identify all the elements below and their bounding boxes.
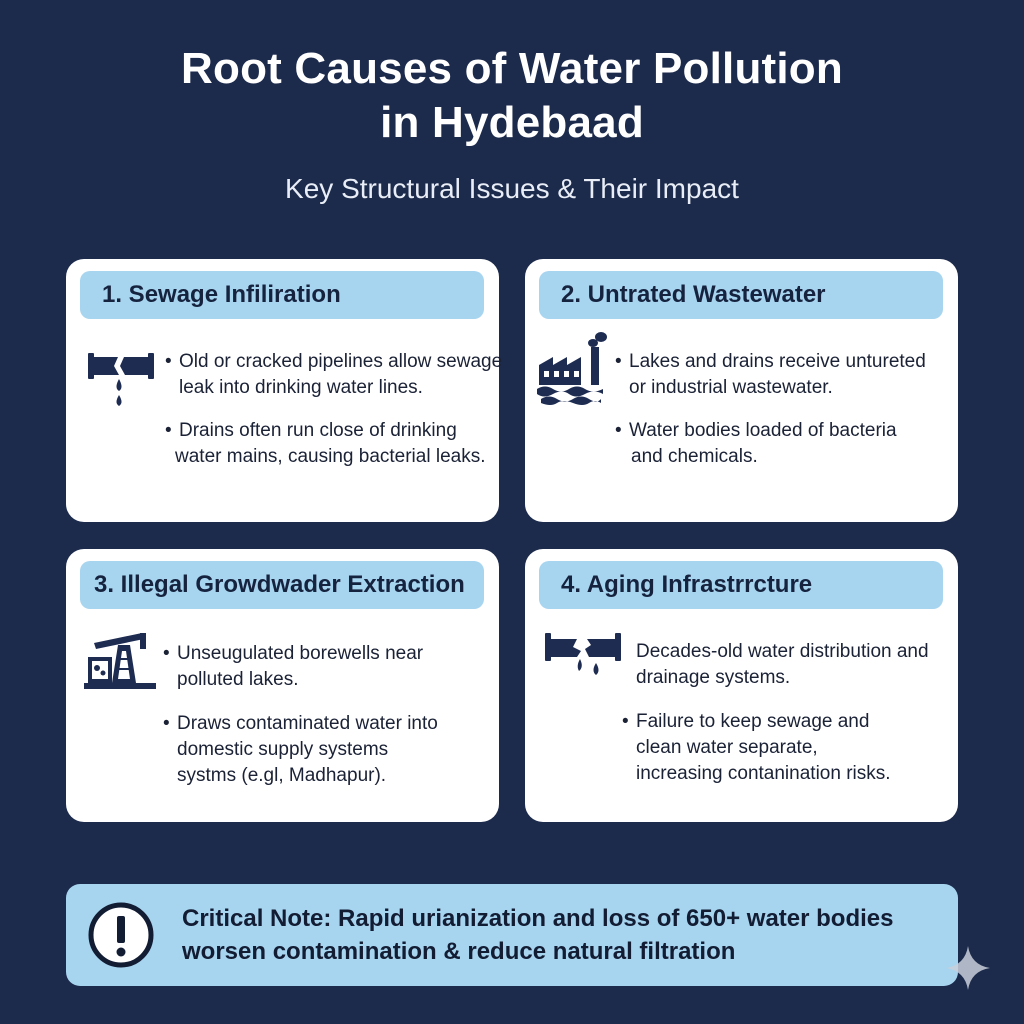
bullet-line: domestic supply systems xyxy=(177,739,389,760)
card-heading: 3. Illegal Growdwader Extraction xyxy=(80,561,484,609)
bullet-item: • Unseugulated borewells near polluted lakes. xyxy=(177,641,487,693)
bullet-item xyxy=(636,639,956,691)
bullet-line: or industrial wastewater. xyxy=(629,377,833,398)
card-illegal-groundwater xyxy=(66,549,499,822)
bullet-line: Draws contaminated water into xyxy=(177,713,438,734)
card-heading: 2. Untrated Wastewater xyxy=(539,271,943,319)
bullet-line: Water bodies loaded of bacteria xyxy=(629,420,897,441)
bullet-line: Decades-old water distribution and xyxy=(636,641,929,662)
bullet-line: Drains often run close of drinking xyxy=(179,420,457,441)
note-line-1: Critical Note: Rapid urianization and loss of 650+ water bodies xyxy=(182,905,894,932)
page-subtitle: Key Structural Issues & Their Impact xyxy=(285,173,739,204)
broken-pipe-icon xyxy=(86,347,156,409)
bullet-line: water mains, causing bacterial leaks. xyxy=(175,446,486,467)
bullet-item: • Water bodies loaded of bacteria and chemicals. xyxy=(629,418,949,470)
title-line-2: in Hydebaad xyxy=(380,98,644,147)
critical-note-text xyxy=(182,902,942,968)
sparkle-icon xyxy=(944,944,992,992)
bullet-line: increasing contanination risks. xyxy=(636,763,891,784)
exclamation-icon xyxy=(88,902,154,968)
bullet-line: Lakes and drains receive untureted xyxy=(629,351,926,372)
title-line-1: Root Causes of Water Pollution xyxy=(181,44,843,93)
bullet-item: • Drains often run close of drinking water mains, causing bacterial leaks. xyxy=(179,418,489,470)
bullet-line: clean water separate, xyxy=(636,737,818,758)
bullet-line: Unseugulated borewells near xyxy=(177,643,424,664)
note-line-2: worsen contamination & reduce natural filtration xyxy=(182,938,736,965)
bullet-line: Old or cracked pipelines allow sewage xyxy=(179,351,503,372)
bullet-item: • Old or cracked pipelines allow sewage leak into drinking water lines. xyxy=(179,349,499,401)
factory-icon xyxy=(535,329,609,407)
card-untreated-wastewater xyxy=(525,259,958,522)
bullet-line: and chemicals. xyxy=(631,446,758,467)
page-title xyxy=(0,42,1024,150)
card-aging-infrastructure xyxy=(525,549,958,822)
leaking-pipe-icon xyxy=(543,633,623,685)
card-heading: 1. Sewage Infiliration xyxy=(80,271,484,319)
bullet-line: polluted lakes. xyxy=(177,669,299,690)
card-sewage-infiltration xyxy=(66,259,503,522)
bullet-line: drainage systems. xyxy=(636,667,791,688)
bullet-item: • Failure to keep sewage and clean water separate, increasing contanination risks. xyxy=(636,709,946,787)
bullet-line: Failure to keep sewage and xyxy=(636,711,870,732)
critical-note-banner xyxy=(66,884,958,986)
card-heading: 4. Aging Infrastrrcture xyxy=(539,561,943,609)
bullet-line: systms (e.gl, Madhapur). xyxy=(177,765,387,786)
borewell-pump-icon xyxy=(82,629,158,691)
bullet-line: leak into drinking water lines. xyxy=(179,377,423,398)
bullet-item: • Lakes and drains receive untureted or industrial wastewater. xyxy=(629,349,949,401)
bullet-item: • Draws contaminated water into domestic supply systems systms (e.gl, Madhapur). xyxy=(177,711,487,789)
